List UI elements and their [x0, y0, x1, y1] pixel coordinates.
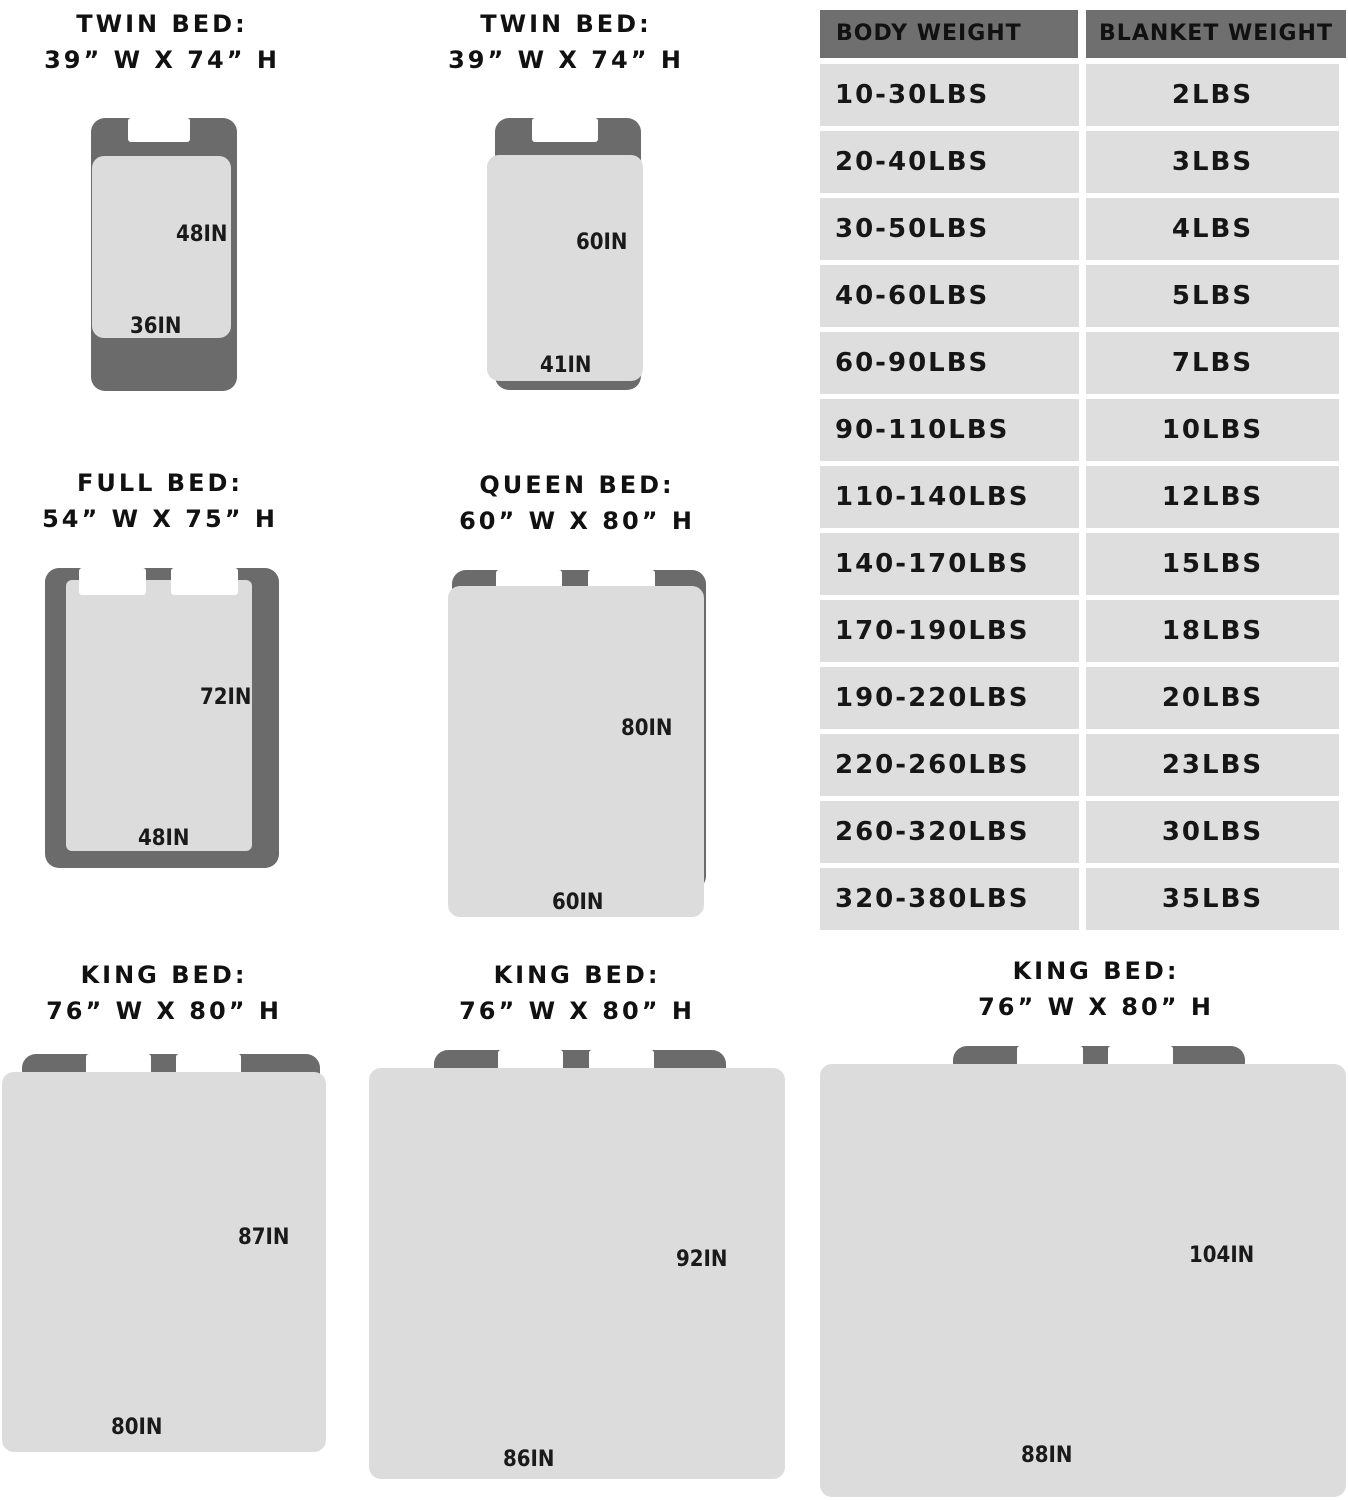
table-cell-body-weight: 170-190LBS	[820, 600, 1079, 662]
table-cell-body-weight: 20-40LBS	[820, 131, 1079, 193]
bed-dimensions: 54” W X 75” H	[42, 505, 278, 533]
table-header-body-weight: BODY WEIGHT	[820, 10, 1078, 58]
blanket-width-label: 88IN	[1021, 1443, 1073, 1468]
blanket-height-label: 87IN	[238, 1225, 290, 1250]
table-cell-blanket-weight: 3LBS	[1086, 131, 1339, 193]
table-cell-blanket-weight: 23LBS	[1086, 734, 1339, 796]
table-cell-blanket-weight: 15LBS	[1086, 533, 1339, 595]
bed-dimensions: 76” W X 80” H	[978, 993, 1214, 1021]
bed-name: KING BED:	[493, 961, 661, 989]
bed-title	[427, 467, 727, 539]
pillow	[79, 568, 146, 595]
table-cell-body-weight: 260-320LBS	[820, 801, 1079, 863]
bed-title	[427, 957, 727, 1029]
table-cell-blanket-weight: 5LBS	[1086, 265, 1339, 327]
table-cell-blanket-weight: 12LBS	[1086, 466, 1339, 528]
table-cell-blanket-weight: 30LBS	[1086, 801, 1339, 863]
table-cell-body-weight: 60-90LBS	[820, 332, 1079, 394]
table-cell-blanket-weight: 7LBS	[1086, 332, 1339, 394]
table-cell-body-weight: 10-30LBS	[820, 64, 1079, 126]
blanket-height-label: 60IN	[576, 230, 628, 255]
bed-dimensions: 76” W X 80” H	[459, 997, 695, 1025]
blanket	[92, 156, 231, 338]
blanket-width-label: 60IN	[552, 890, 604, 915]
table-cell-body-weight: 110-140LBS	[820, 466, 1079, 528]
table-cell-body-weight: 220-260LBS	[820, 734, 1079, 796]
bed-title	[416, 6, 716, 78]
bed-name: KING BED:	[1012, 957, 1180, 985]
table-cell-blanket-weight: 2LBS	[1086, 64, 1339, 126]
blanket-height-label: 72IN	[200, 685, 252, 710]
blanket	[369, 1068, 785, 1479]
blanket	[820, 1064, 1346, 1497]
bed-name: KING BED:	[80, 961, 248, 989]
blanket-width-label: 36IN	[130, 314, 182, 339]
pillow	[128, 118, 190, 142]
blanket-width-label: 48IN	[138, 826, 190, 851]
bed-name: TWIN BED:	[76, 10, 248, 38]
table-cell-body-weight: 40-60LBS	[820, 265, 1079, 327]
bed-title	[12, 6, 312, 78]
blanket-width-label: 41IN	[540, 353, 592, 378]
blanket-height-label: 80IN	[621, 716, 673, 741]
blanket-width-label: 80IN	[111, 1415, 163, 1440]
table-cell-blanket-weight: 20LBS	[1086, 667, 1339, 729]
pillow	[171, 568, 238, 595]
table-cell-blanket-weight: 35LBS	[1086, 868, 1339, 930]
pillow	[532, 118, 598, 142]
bed-title	[14, 957, 314, 1029]
bed-name: FULL BED:	[76, 469, 244, 497]
bed-name: TWIN BED:	[480, 10, 652, 38]
table-cell-body-weight: 30-50LBS	[820, 198, 1079, 260]
table-header-blanket-weight: BLANKET WEIGHT	[1086, 10, 1346, 58]
blanket	[66, 580, 252, 851]
bed-name: QUEEN BED:	[479, 471, 675, 499]
blanket	[487, 155, 643, 381]
blanket-height-label: 92IN	[676, 1247, 728, 1272]
table-cell-blanket-weight: 4LBS	[1086, 198, 1339, 260]
bed-dimensions: 39” W X 74” H	[44, 46, 280, 74]
bed-dimensions: 60” W X 80” H	[459, 507, 695, 535]
blanket-height-label: 104IN	[1189, 1243, 1255, 1268]
table-cell-body-weight: 140-170LBS	[820, 533, 1079, 595]
bed-dimensions: 39” W X 74” H	[448, 46, 684, 74]
table-cell-body-weight: 190-220LBS	[820, 667, 1079, 729]
bed-title	[10, 465, 310, 537]
blanket	[448, 586, 704, 917]
table-cell-blanket-weight: 10LBS	[1086, 399, 1339, 461]
blanket	[2, 1072, 326, 1452]
table-cell-body-weight: 320-380LBS	[820, 868, 1079, 930]
bed-title	[946, 953, 1246, 1025]
bed-dimensions: 76” W X 80” H	[46, 997, 282, 1025]
table-cell-blanket-weight: 18LBS	[1086, 600, 1339, 662]
table-cell-body-weight: 90-110LBS	[820, 399, 1079, 461]
blanket-height-label: 48IN	[176, 222, 228, 247]
blanket-width-label: 86IN	[503, 1447, 555, 1472]
